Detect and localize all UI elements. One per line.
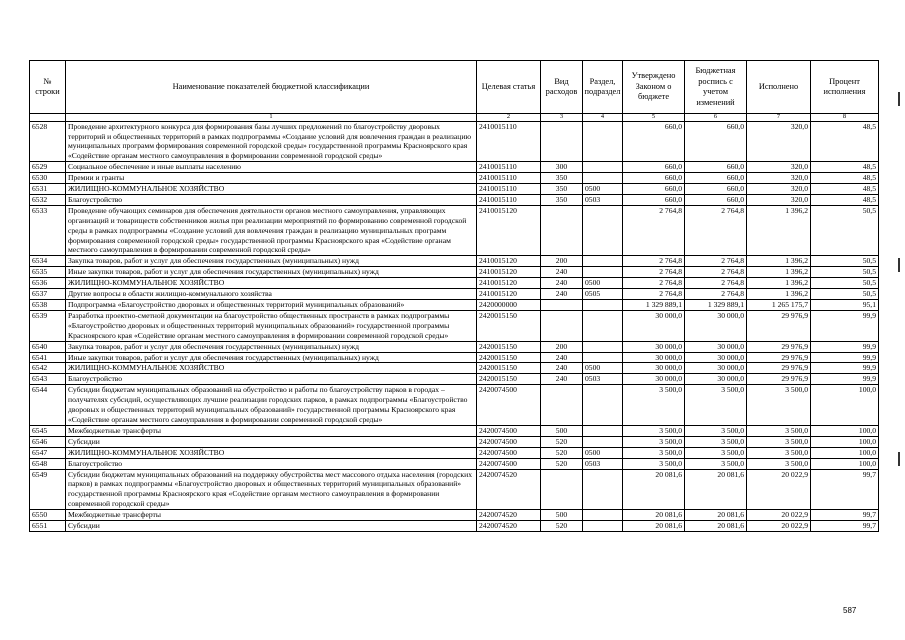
cell-name: ЖИЛИЩНО-КОММУНАЛЬНОЕ ХОЗЯЙСТВО [66,278,477,289]
cell-budget-list: 3 500,0 [685,425,747,436]
cell-approved: 2 764,8 [623,267,685,278]
cell-budget-list: 660,0 [685,173,747,184]
cell-percent: 48,5 [811,121,879,162]
cell-percent: 48,5 [811,194,879,205]
cell-section [583,256,623,267]
cell-row-no: 6535 [30,267,66,278]
cell-executed: 29 976,9 [747,363,811,374]
cell-budget-list: 3 500,0 [685,447,747,458]
cell-section [583,352,623,363]
cell-target: 2410015120 [477,289,541,300]
colnum-7: 7 [747,114,811,122]
cell-target: 2420015150 [477,363,541,374]
cell-percent: 48,5 [811,162,879,173]
cell-name: Другие вопросы в области жилищно-коммунального хозяйства [66,289,477,300]
cell-budget-list: 660,0 [685,194,747,205]
colnum-8: 8 [811,114,879,122]
table-row [30,267,879,278]
cell-name: Благоустройство [66,458,477,469]
colnum-2: 2 [477,114,541,122]
cell-exp-type: 300 [541,162,583,173]
cell-approved: 3 500,0 [623,436,685,447]
cell-budget-list: 20 081,6 [685,469,747,510]
cell-name: Социальное обеспечение и иные выплаты населению [66,162,477,173]
cell-budget-list: 2 764,8 [685,205,747,256]
cell-executed: 3 500,0 [747,436,811,447]
cell-name: Субсидии [66,436,477,447]
cell-executed: 29 976,9 [747,374,811,385]
cell-executed: 29 976,9 [747,352,811,363]
cell-target: 2420015150 [477,352,541,363]
cell-row-no: 6551 [30,521,66,532]
cell-executed: 320,0 [747,121,811,162]
budget-table [29,60,879,532]
cell-executed: 3 500,0 [747,425,811,436]
table-row [30,363,879,374]
cell-approved: 20 081,6 [623,469,685,510]
cell-percent: 50,5 [811,205,879,256]
cell-row-no: 6548 [30,458,66,469]
header-section: Раздел, подраздел [583,61,623,114]
table-row [30,521,879,532]
cell-row-no: 6529 [30,162,66,173]
cell-percent: 100,0 [811,447,879,458]
cell-executed: 20 022,9 [747,469,811,510]
cell-name: ЖИЛИЩНО-КОММУНАЛЬНОЕ ХОЗЯЙСТВО [66,447,477,458]
cell-target: 2420074500 [477,436,541,447]
cell-row-no: 6531 [30,184,66,195]
cell-row-no: 6547 [30,447,66,458]
cell-approved: 30 000,0 [623,310,685,341]
cell-section [583,385,623,426]
cell-exp-type: 240 [541,289,583,300]
cell-section: 0500 [583,447,623,458]
cell-row-no: 6539 [30,310,66,341]
cell-section [583,162,623,173]
table-row [30,289,879,300]
cell-percent: 48,5 [811,184,879,195]
cell-target: 2420074500 [477,385,541,426]
cell-name: Закупка товаров, работ и услуг для обеспечения государственных (муниципальных) нужд [66,256,477,267]
cell-target: 2410015110 [477,184,541,195]
header-executed: Исполнено [747,61,811,114]
cell-executed: 1 396,2 [747,289,811,300]
cell-exp-type: 500 [541,425,583,436]
cell-approved: 1 329 889,1 [623,300,685,311]
cell-approved: 2 764,8 [623,278,685,289]
table-row [30,510,879,521]
cell-target: 2410015110 [477,173,541,184]
cell-approved: 660,0 [623,162,685,173]
cell-approved: 20 081,6 [623,510,685,521]
cell-approved: 20 081,6 [623,521,685,532]
cell-section [583,267,623,278]
cell-row-no: 6541 [30,352,66,363]
cell-target: 2410015110 [477,194,541,205]
table-row [30,173,879,184]
cell-row-no: 6544 [30,385,66,426]
cell-row-no: 6534 [30,256,66,267]
table-row [30,184,879,195]
cell-executed: 3 500,0 [747,447,811,458]
table-row [30,374,879,385]
cell-exp-type: 500 [541,510,583,521]
colnum-0 [30,114,66,122]
cell-name: Иные закупки товаров, работ и услуг для обеспечения государственных (муниципальных) нужд [66,267,477,278]
cell-percent: 50,5 [811,256,879,267]
cell-approved: 3 500,0 [623,458,685,469]
table-row [30,256,879,267]
cell-exp-type: 240 [541,374,583,385]
cell-row-no: 6542 [30,363,66,374]
cell-budget-list: 660,0 [685,184,747,195]
cell-name: Благоустройство [66,194,477,205]
cell-section [583,469,623,510]
cell-target: 2420074520 [477,469,541,510]
cell-section: 0500 [583,278,623,289]
cell-budget-list: 3 500,0 [685,436,747,447]
cell-name: ЖИЛИЩНО-КОММУНАЛЬНОЕ ХОЗЯЙСТВО [66,363,477,374]
cell-exp-type: 240 [541,267,583,278]
cell-target: 2420074500 [477,458,541,469]
cell-exp-type [541,121,583,162]
cell-executed: 3 500,0 [747,385,811,426]
header-percent: Процент исполнения [811,61,879,114]
cell-percent: 99,7 [811,521,879,532]
table-row [30,205,879,256]
cell-approved: 30 000,0 [623,341,685,352]
colnum-1: 1 [66,114,477,122]
cell-row-no: 6533 [30,205,66,256]
cell-exp-type: 240 [541,363,583,374]
cell-name: Разработка проектно-сметной документации на благоустройство общественных пространств в рамках подпрограммы «Благоустройство дворовых и общественных территорий муниципальных образований» государственной программы Красноярского края «Содействие органам местного самоуправления в формировании современной городской среды» [66,310,477,341]
cell-exp-type: 520 [541,447,583,458]
cell-section: 0500 [583,363,623,374]
colnum-5: 5 [623,114,685,122]
table-row [30,352,879,363]
cell-name: Закупка товаров, работ и услуг для обеспечения государственных (муниципальных) нужд [66,341,477,352]
table-row [30,436,879,447]
cell-name: Субсидии [66,521,477,532]
cell-row-no: 6528 [30,121,66,162]
cell-name: Субсидии бюджетам муниципальных образований на обустройство и работы по благоустройству парков в городах – получателях субсидий, осуществляющих лучшие реализации городских парков, в рамках подпрограммы «Благоустройство дворовых и общественных территорий муниципальных образований» государственной программы Красноярского края «Содействие органам местного самоуправления в формировании современной городской среды» [66,385,477,426]
cell-exp-type [541,310,583,341]
cell-exp-type: 350 [541,173,583,184]
cell-budget-list: 660,0 [685,121,747,162]
cell-budget-list: 30 000,0 [685,341,747,352]
cell-approved: 2 764,8 [623,205,685,256]
table-row [30,310,879,341]
cell-name: Межбюджетные трансферты [66,510,477,521]
cell-approved: 660,0 [623,184,685,195]
cell-row-no: 6550 [30,510,66,521]
cell-executed: 1 396,2 [747,256,811,267]
cell-exp-type: 200 [541,341,583,352]
cell-budget-list: 2 764,8 [685,267,747,278]
cell-approved: 2 764,8 [623,256,685,267]
colnum-6: 6 [685,114,747,122]
cell-section [583,205,623,256]
cell-target: 2410015120 [477,256,541,267]
cell-executed: 320,0 [747,194,811,205]
cell-exp-type: 350 [541,194,583,205]
cell-budget-list: 2 764,8 [685,289,747,300]
cell-target: 2410015110 [477,162,541,173]
header-approved: Утверждено Законом о бюджете [623,61,685,114]
cell-budget-list: 3 500,0 [685,458,747,469]
cell-percent: 99,7 [811,510,879,521]
cell-percent: 99,9 [811,374,879,385]
table-body [30,114,879,532]
cell-section: 0505 [583,289,623,300]
cell-target: 2410015120 [477,278,541,289]
cell-percent: 50,5 [811,267,879,278]
cell-target: 2420000000 [477,300,541,311]
cell-approved: 30 000,0 [623,363,685,374]
cell-executed: 1 396,2 [747,205,811,256]
cell-exp-type: 240 [541,278,583,289]
binding-mark [898,92,900,106]
cell-budget-list: 2 764,8 [685,278,747,289]
cell-exp-type: 520 [541,436,583,447]
cell-section [583,521,623,532]
cell-target: 2420074500 [477,447,541,458]
cell-approved: 3 500,0 [623,385,685,426]
cell-executed: 320,0 [747,184,811,195]
cell-name: Субсидии бюджетам муниципальных образований на поддержку обустройства мест массового отдыха населения (городских парков) в рамках подпрограммы «Благоустройство дворовых и общественных территорий муниципальных образований» государственной программы Красноярского края «Содействие органам местного самоуправления в формировании современной городской среды» [66,469,477,510]
page-number: 587 [843,606,857,615]
cell-executed: 20 022,9 [747,521,811,532]
cell-section: 0503 [583,194,623,205]
cell-section [583,425,623,436]
header-exp-type: Вид расходов [541,61,583,114]
cell-executed: 3 500,0 [747,458,811,469]
table-row [30,121,879,162]
cell-name: Проведение архитектурного конкурса для формирования базы лучших предложений по благоустройству дворовых территорий и общественных территорий в рамках подпрограммы «Создание условий для вовлечения граждан в реализацию муниципальных программ формирования современной городской среды» государственной программы Красноярского края «Содействие органам местного самоуправления в формировании современной городской среды» [66,121,477,162]
cell-row-no: 6545 [30,425,66,436]
table-header-row [30,61,879,114]
cell-target: 2420074520 [477,521,541,532]
cell-section [583,436,623,447]
cell-percent: 50,5 [811,289,879,300]
cell-row-no: 6540 [30,341,66,352]
cell-section [583,121,623,162]
header-row-no: № строки [30,61,66,114]
cell-percent: 48,5 [811,173,879,184]
cell-percent: 99,9 [811,363,879,374]
cell-percent: 50,5 [811,278,879,289]
cell-name: Иные закупки товаров, работ и услуг для обеспечения государственных (муниципальных) нужд [66,352,477,363]
table-row [30,162,879,173]
cell-executed: 320,0 [747,162,811,173]
cell-percent: 99,9 [811,310,879,341]
cell-executed: 29 976,9 [747,341,811,352]
cell-budget-list: 30 000,0 [685,363,747,374]
cell-approved: 3 500,0 [623,425,685,436]
cell-exp-type [541,300,583,311]
cell-percent: 99,9 [811,341,879,352]
cell-budget-list: 30 000,0 [685,352,747,363]
cell-percent: 99,9 [811,352,879,363]
colnum-3: 3 [541,114,583,122]
cell-approved: 660,0 [623,173,685,184]
cell-section: 0500 [583,184,623,195]
cell-percent: 99,7 [811,469,879,510]
table-row [30,278,879,289]
cell-row-no: 6530 [30,173,66,184]
cell-exp-type: 240 [541,352,583,363]
cell-exp-type: 200 [541,256,583,267]
cell-target: 2410015120 [477,267,541,278]
cell-section [583,310,623,341]
cell-exp-type [541,469,583,510]
cell-exp-type: 520 [541,521,583,532]
colnum-4: 4 [583,114,623,122]
cell-exp-type [541,385,583,426]
cell-budget-list: 20 081,6 [685,510,747,521]
cell-approved: 660,0 [623,194,685,205]
table-row [30,300,879,311]
cell-name: Премии и гранты [66,173,477,184]
cell-section [583,341,623,352]
cell-row-no: 6549 [30,469,66,510]
cell-executed: 1 396,2 [747,267,811,278]
cell-target: 2420015150 [477,310,541,341]
header-budget-list: Бюджетная роспись с учетом изменений [685,61,747,114]
cell-budget-list: 2 764,8 [685,256,747,267]
cell-name: Проведение обучающих семинаров для обеспечения деятельности органов местного самоуправления, управляющих организаций и товариществ собственников жилья при реализации мероприятий по формированию современной городской среды в рамках подпрограммы «Создание условий для вовлечения граждан в реализацию муниципальных программ формирования современной городской среды» государственной программы Красноярского края «Содействие органам местного самоуправления в формировании современной городской среды» [66,205,477,256]
cell-approved: 30 000,0 [623,374,685,385]
budget-document [29,60,878,532]
cell-approved: 30 000,0 [623,352,685,363]
table-row [30,469,879,510]
cell-executed: 1 396,2 [747,278,811,289]
cell-name: ЖИЛИЩНО-КОММУНАЛЬНОЕ ХОЗЯЙСТВО [66,184,477,195]
table-row [30,194,879,205]
cell-section [583,510,623,521]
cell-budget-list: 30 000,0 [685,310,747,341]
cell-budget-list: 1 329 889,1 [685,300,747,311]
cell-target: 2420074500 [477,425,541,436]
cell-percent: 95,1 [811,300,879,311]
cell-exp-type: 350 [541,184,583,195]
binding-mark [898,258,900,272]
table-row [30,425,879,436]
cell-executed: 320,0 [747,173,811,184]
cell-approved: 660,0 [623,121,685,162]
cell-target: 2410015120 [477,205,541,256]
cell-percent: 100,0 [811,385,879,426]
cell-percent: 100,0 [811,458,879,469]
cell-row-no: 6538 [30,300,66,311]
header-target: Целевая статья [477,61,541,114]
column-numbers-row [30,114,879,122]
cell-name: Подпрограмма «Благоустройство дворовых и общественных территорий муниципальных образований» [66,300,477,311]
cell-executed: 1 265 175,7 [747,300,811,311]
cell-percent: 100,0 [811,436,879,447]
cell-target: 2420015150 [477,341,541,352]
cell-target: 2420074520 [477,510,541,521]
cell-approved: 3 500,0 [623,447,685,458]
cell-row-no: 6536 [30,278,66,289]
cell-budget-list: 20 081,6 [685,521,747,532]
cell-target: 2420015150 [477,374,541,385]
header-name: Наименование показателей бюджетной классификации [66,61,477,114]
cell-budget-list: 3 500,0 [685,385,747,426]
cell-executed: 29 976,9 [747,310,811,341]
cell-section [583,173,623,184]
table-row [30,385,879,426]
cell-budget-list: 30 000,0 [685,374,747,385]
cell-budget-list: 660,0 [685,162,747,173]
cell-target: 2410015110 [477,121,541,162]
cell-section: 0503 [583,374,623,385]
cell-exp-type: 520 [541,458,583,469]
cell-row-no: 6532 [30,194,66,205]
cell-name: Благоустройство [66,374,477,385]
cell-row-no: 6546 [30,436,66,447]
cell-executed: 20 022,9 [747,510,811,521]
table-row [30,458,879,469]
table-row [30,341,879,352]
cell-percent: 100,0 [811,425,879,436]
cell-row-no: 6543 [30,374,66,385]
cell-exp-type [541,205,583,256]
cell-name: Межбюджетные трансферты [66,425,477,436]
cell-row-no: 6537 [30,289,66,300]
cell-section [583,300,623,311]
binding-mark [898,452,900,466]
cell-approved: 2 764,8 [623,289,685,300]
cell-section: 0503 [583,458,623,469]
table-row [30,447,879,458]
